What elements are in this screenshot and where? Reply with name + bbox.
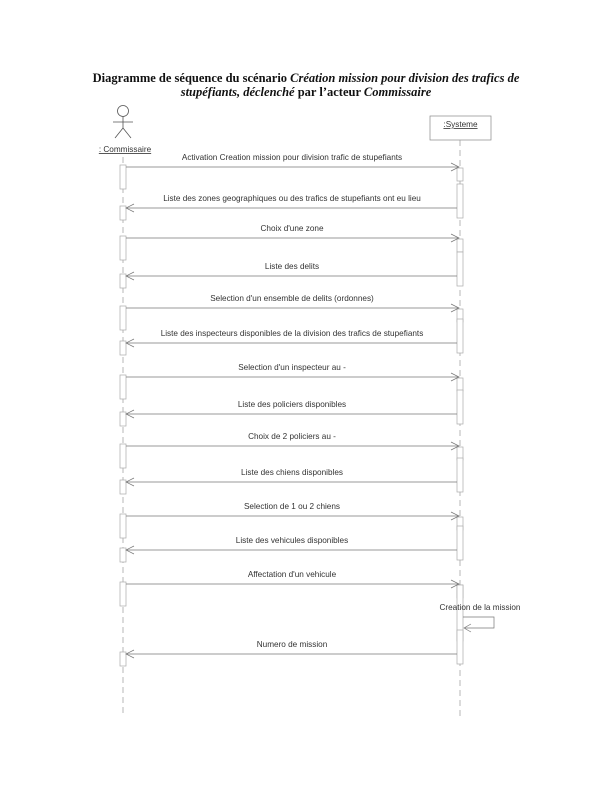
message-label: Numero de mission: [256, 640, 328, 649]
actor-label: : Commissaire: [98, 145, 152, 154]
actor-activation: [120, 206, 126, 220]
message-label: Liste des vehicules disponibles: [235, 536, 349, 545]
actor-activation: [120, 236, 126, 260]
actor-activation: [120, 341, 126, 355]
actor-activation: [120, 480, 126, 494]
actor-activation: [120, 514, 126, 538]
actor-activation: [120, 652, 126, 666]
actor-activation: [120, 165, 126, 189]
system-activation: [457, 630, 463, 664]
message-label: Liste des inspecteurs disponibles de la division des trafics de stupefiants: [160, 329, 424, 338]
message-arrow: [463, 617, 494, 628]
title-line2-normal: par l’acteur: [294, 85, 364, 99]
title-line1-italic: Création mission pour division des trafics de: [290, 71, 520, 85]
system-activation: [457, 184, 463, 218]
message-label: Selection de 1 ou 2 chiens: [243, 502, 341, 511]
system-activation: [457, 526, 463, 560]
actor-activation: [120, 306, 126, 330]
stick-figure-icon: [113, 106, 133, 139]
title-line2-italic-b: Commissaire: [363, 85, 432, 99]
message-label: Liste des policiers disponibles: [237, 400, 347, 409]
system-activation: [457, 458, 463, 492]
message-label: Affectation d'un vehicule: [247, 570, 337, 579]
title-line2-italic-a: stupéfiants, déclenché: [180, 85, 295, 99]
actor-activation: [120, 548, 126, 562]
message-label: Liste des chiens disponibles: [241, 468, 343, 477]
message-label: Choix de 2 policiers au -: [248, 432, 336, 441]
title-line1-normal: Diagramme de séquence du scénario: [92, 71, 291, 85]
actor-activation: [120, 412, 126, 426]
message-label: Liste des zones geographiques ou des trafics de stupefiants ont eu lieu: [163, 194, 421, 203]
actor-activation: [120, 274, 126, 288]
message-label: Selection d'un inspecteur au -: [238, 363, 346, 372]
message-label: Choix d'une zone: [260, 224, 324, 233]
message-label: Activation Creation mission pour division trafic de stupefiants: [181, 153, 403, 162]
message-label: Liste des delits: [264, 262, 320, 271]
actor-activation: [120, 582, 126, 606]
system-activation: [457, 252, 463, 286]
system-activation: [457, 168, 463, 181]
system-label: :Systeme: [443, 120, 478, 129]
message-label: Selection d'un ensemble de delits (ordonnes): [210, 294, 374, 303]
system-activation: [457, 319, 463, 353]
system-activation: [457, 378, 463, 391]
message-label: Creation de la mission: [439, 603, 521, 612]
actor-activation: [120, 375, 126, 399]
actor-activation: [120, 444, 126, 468]
system-activation: [457, 390, 463, 424]
system-activation: [457, 239, 463, 252]
